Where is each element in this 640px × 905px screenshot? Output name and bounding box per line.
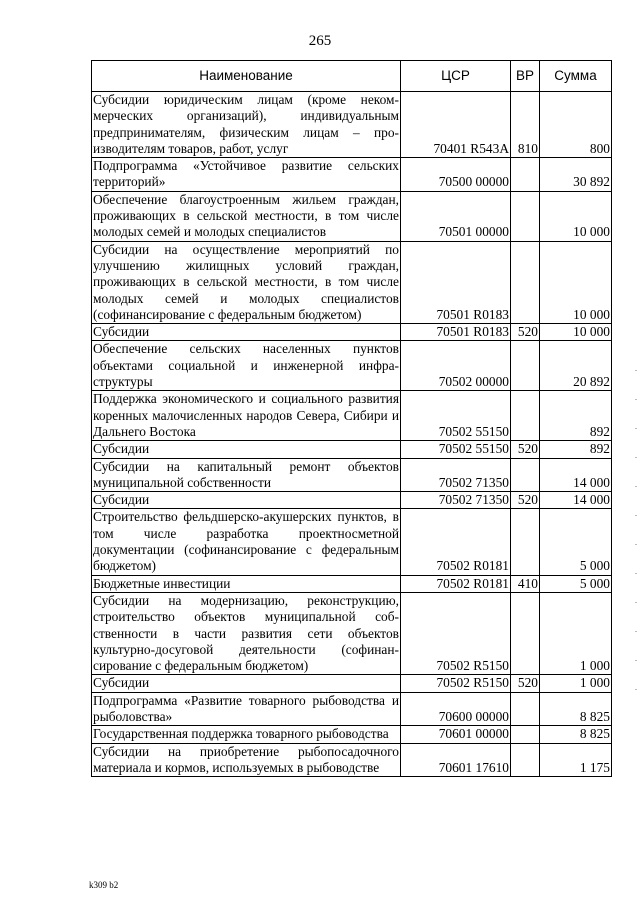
row-vr-code xyxy=(511,592,540,674)
row-name: Субсидии xyxy=(92,675,401,692)
row-vr-code xyxy=(511,509,540,575)
row-csr-code: 70501 00000 xyxy=(401,191,511,241)
table-row xyxy=(92,575,612,592)
row-name: Субсидии на капитальный ремонт объектов муниципальной собственности xyxy=(93,458,399,490)
table-row xyxy=(92,391,612,441)
row-csr-code: 70502 71350 xyxy=(401,458,511,492)
row-csr-code: 70502 R0181 xyxy=(401,575,511,592)
row-name: Субсидии на модернизацию, реконструкцию, строительство объектов муниципальной собственности в части развития сети объектов культурно-досуговой деятельности (софинансирование с федеральным бюджетом) xyxy=(93,592,399,674)
row-vr-code: 520 xyxy=(511,492,540,509)
table-row xyxy=(92,441,612,458)
table-row xyxy=(92,675,612,692)
header-name: Наименование xyxy=(92,61,401,92)
row-csr-code: 70601 17610 xyxy=(401,743,511,777)
row-vr-code xyxy=(511,692,540,726)
row-vr-code xyxy=(511,726,540,743)
row-vr-code: 810 xyxy=(511,92,540,158)
row-vr-code: 520 xyxy=(511,441,540,458)
row-name: Субсидии на осуществление мероприятий по улучшению жилищных условий граждан, проживающих в сельской местности, в том числе молодых семей и молодых специалистов (софинансирование с федеральным бюджетом) xyxy=(93,241,399,322)
row-amount: 1 175 xyxy=(540,743,612,777)
row-csr-code: 70502 R5150 xyxy=(401,675,511,692)
row-name: Строительство фельдшерско-акушерских пунктов, в том числе разработка проектносметной документации (софинансирование с федеральным бюджетом) xyxy=(93,509,399,574)
row-vr-code xyxy=(511,743,540,777)
row-vr-code: 520 xyxy=(511,675,540,692)
row-csr-code: 70600 00000 xyxy=(401,692,511,726)
row-vr-code xyxy=(511,158,540,192)
table-row xyxy=(92,492,612,509)
row-name: Обеспечение благоустроенным жильем граждан, проживающих в сельской местности, в том числе молодых семей и молодых специалистов xyxy=(93,191,399,240)
row-name: Бюджетные инвестиции xyxy=(92,575,401,592)
header-vr: ВР xyxy=(511,61,540,92)
table-row xyxy=(92,92,612,158)
row-name: Подпрограмма «Развитие товарного рыбоводства и рыболовства» xyxy=(93,692,399,724)
row-csr-code: 70502 71350 xyxy=(401,492,511,509)
table-row xyxy=(92,458,612,492)
scan-edge-marks xyxy=(635,370,638,770)
row-name: Субсидии xyxy=(92,441,401,458)
row-amount: 800 xyxy=(540,92,612,158)
row-vr-code xyxy=(511,191,540,241)
row-amount: 892 xyxy=(540,441,612,458)
row-vr-code: 520 xyxy=(511,324,540,341)
row-vr-code xyxy=(511,391,540,441)
table-row xyxy=(92,324,612,341)
row-csr-code: 70502 R0181 xyxy=(401,509,511,575)
row-amount: 892 xyxy=(540,391,612,441)
row-amount: 5 000 xyxy=(540,509,612,575)
row-csr-code: 70502 55150 xyxy=(401,441,511,458)
table-row xyxy=(92,158,612,192)
row-amount: 14 000 xyxy=(540,492,612,509)
row-amount: 20 892 xyxy=(540,341,612,391)
row-amount: 1 000 xyxy=(540,675,612,692)
row-csr-code: 70502 55150 xyxy=(401,391,511,441)
row-csr-code: 70502 R5150 xyxy=(401,592,511,674)
table-row xyxy=(92,241,612,323)
row-vr-code: 410 xyxy=(511,575,540,592)
row-amount: 10 000 xyxy=(540,324,612,341)
table-row xyxy=(92,743,612,777)
row-amount: 14 000 xyxy=(540,458,612,492)
table-row xyxy=(92,692,612,726)
row-csr-code: 70401 R543A xyxy=(401,92,511,158)
table-row xyxy=(92,509,612,575)
header-csr: ЦСР xyxy=(401,61,511,92)
row-amount: 8 825 xyxy=(540,692,612,726)
row-name: Государственная поддержка товарного рыбоводства xyxy=(92,726,401,743)
row-name: Субсидии юридическим лицам (кроме некоммерческих организаций), индивидуальным предпринимателям, физическим лицам – производителям товаров, работ, услуг xyxy=(93,92,399,156)
row-name: Поддержка экономического и социального развития коренных малочисленных народов Севера, Сибири и Дальнего Востока xyxy=(93,391,399,439)
row-amount: 8 825 xyxy=(540,726,612,743)
row-csr-code: 70500 00000 xyxy=(401,158,511,192)
table-row xyxy=(92,726,612,743)
row-amount: 30 892 xyxy=(540,158,612,192)
table-row xyxy=(92,592,612,674)
row-csr-code: 70501 R0183 xyxy=(401,241,511,323)
table-header-row xyxy=(92,61,612,92)
row-name: Субсидии xyxy=(92,492,401,509)
row-amount: 5 000 xyxy=(540,575,612,592)
footer-code: k309 b2 xyxy=(89,880,119,890)
budget-table xyxy=(91,60,612,777)
row-csr-code: 70501 R0183 xyxy=(401,324,511,341)
table-row xyxy=(92,341,612,391)
row-csr-code: 70601 00000 xyxy=(401,726,511,743)
row-name: Подпрограмма «Устойчивое развитие сельских территорий» xyxy=(93,158,399,190)
row-csr-code: 70502 00000 xyxy=(401,341,511,391)
row-vr-code xyxy=(511,241,540,323)
row-vr-code xyxy=(511,458,540,492)
row-amount: 10 000 xyxy=(540,241,612,323)
row-vr-code xyxy=(511,341,540,391)
row-name: Обеспечение сельских населенных пунктов объектами социальной и инженерной инфраструктуры xyxy=(93,341,399,390)
page-number: 265 xyxy=(308,33,332,49)
row-name: Субсидии на приобретение рыбопосадочного материала и кормов, используемых в рыбоводстве xyxy=(93,743,399,775)
table-row xyxy=(92,191,612,241)
header-amount: Сумма xyxy=(540,61,612,92)
row-name: Субсидии xyxy=(92,324,401,341)
row-amount: 10 000 xyxy=(540,191,612,241)
row-amount: 1 000 xyxy=(540,592,612,674)
